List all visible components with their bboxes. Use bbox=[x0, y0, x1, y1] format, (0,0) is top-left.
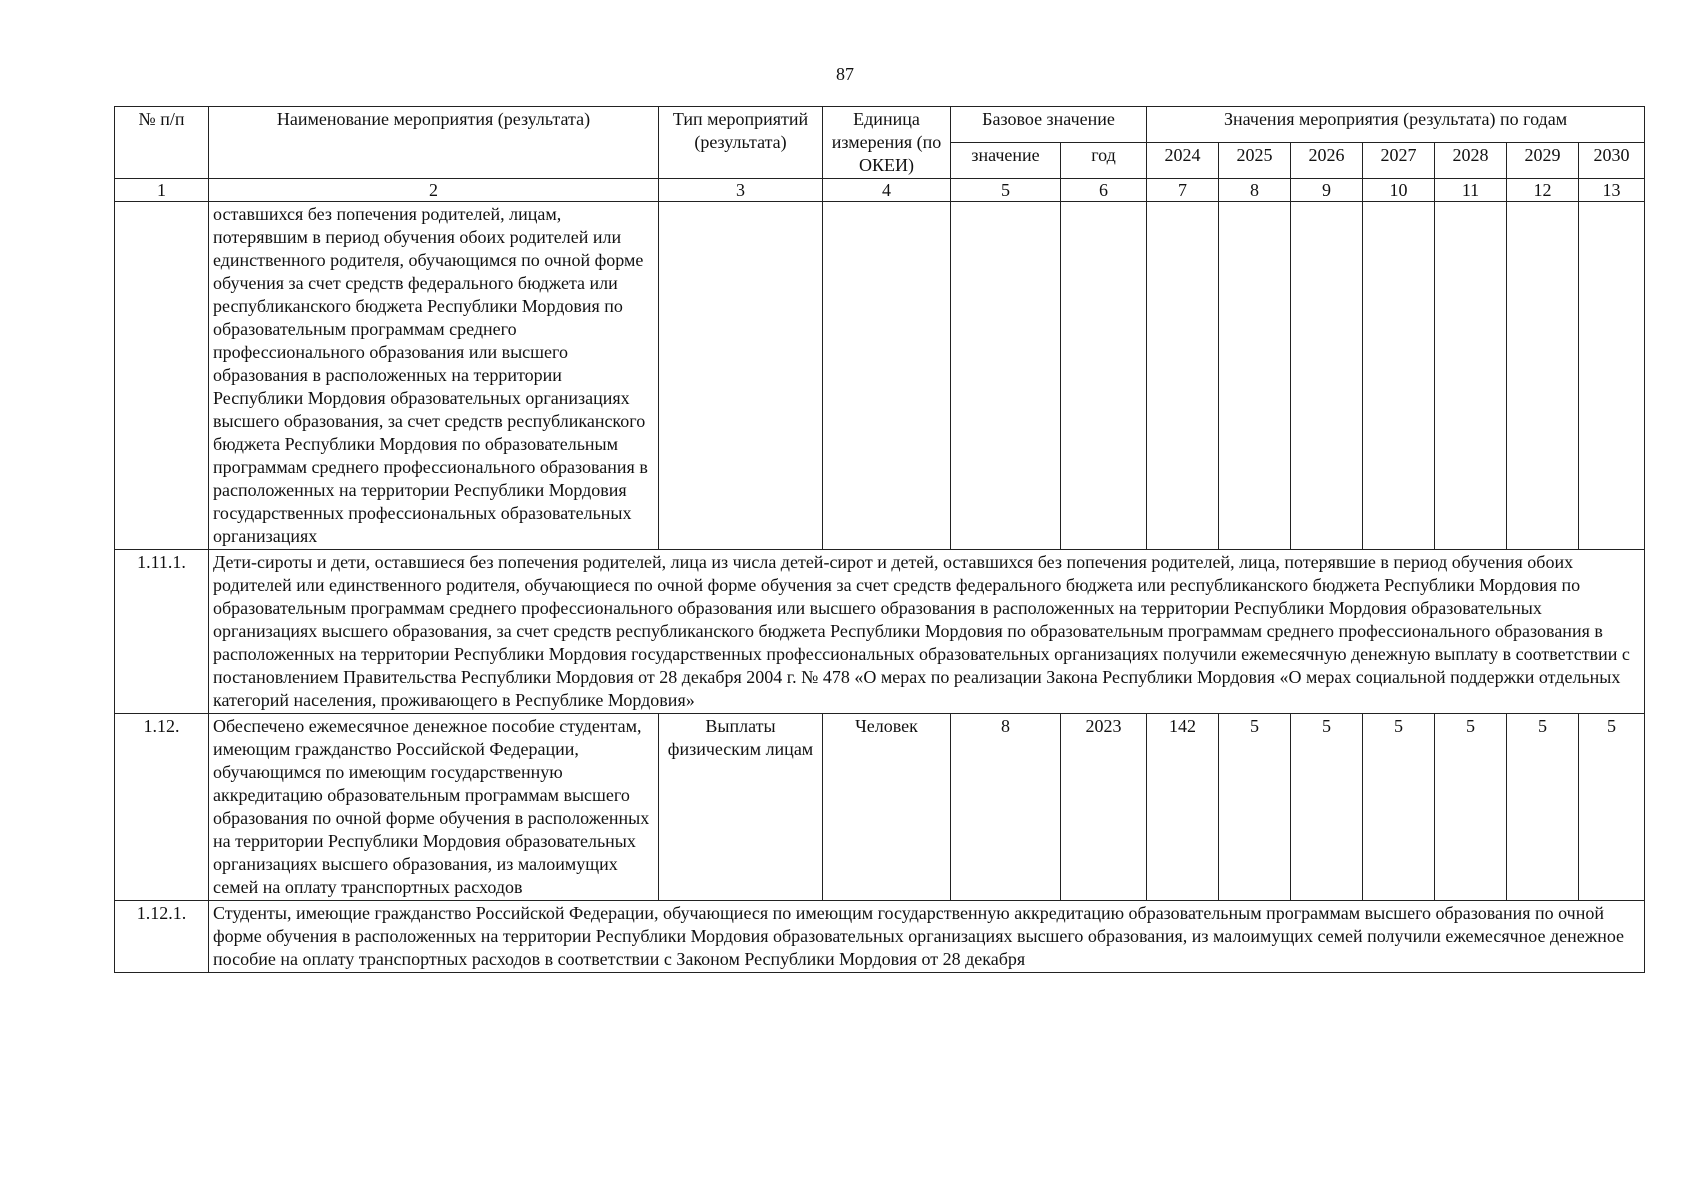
empty-cell bbox=[659, 202, 823, 550]
column-number: 4 bbox=[823, 179, 951, 202]
column-number: 9 bbox=[1291, 179, 1363, 202]
results-table bbox=[114, 106, 1645, 973]
column-number: 7 bbox=[1147, 179, 1219, 202]
empty-cell bbox=[1579, 202, 1645, 550]
row-description-cell: Студенты, имеющие гражданство Российской Федерации, обучающиеся по имеющим государственную аккредитацию образовательным программам высшего образования по очной форме обучения в расположенных на территории Республики Мордовия образовательных организациях высшего образования, из малоимущих семей получили ежемесячное денежное пособие на оплату транспортных расходов в соответствии с Законом Республики Мордовия от 28 декабря bbox=[209, 901, 1645, 973]
header-years: Значения мероприятия (результата) по годам bbox=[1147, 107, 1645, 143]
page-number: 87 bbox=[836, 64, 854, 84]
empty-cell bbox=[1291, 202, 1363, 550]
row-type-cell: Выплаты физическим лицам bbox=[659, 714, 823, 901]
header-year-2027: 2027 bbox=[1363, 143, 1435, 179]
row-value-2024: 142 bbox=[1147, 714, 1219, 901]
header-unit: Единица измерения (по ОКЕИ) bbox=[823, 107, 951, 179]
header-name: Наименование мероприятия (результата) bbox=[209, 107, 659, 179]
column-number: 8 bbox=[1219, 179, 1291, 202]
row-value-2026: 5 bbox=[1291, 714, 1363, 901]
empty-cell bbox=[951, 202, 1061, 550]
row-name-cell: оставшихся без попечения родителей, лицам, потерявшим в период обучения обоих родителей или единственного родителя, обучающимся по очной форме обучения за счет средств федерального бюджета или республиканского бюджета Республики Мордовия по образовательным программам среднего профессионального образования или высшего образования в расположенных на территории Республики Мордовия образовательных организациях высшего образования, за счет средств республиканского бюджета Республики Мордовия по образовательным программам среднего профессионального образования в расположенных на территории Республики Мордовия государственных профессиональных образовательных организациях bbox=[209, 202, 659, 550]
empty-cell bbox=[1219, 202, 1291, 550]
row-num-cell: 1.12.1. bbox=[115, 901, 209, 973]
empty-cell bbox=[1147, 202, 1219, 550]
header-base-year: год bbox=[1061, 143, 1147, 179]
header-year-2024: 2024 bbox=[1147, 143, 1219, 179]
header-year-2029: 2029 bbox=[1507, 143, 1579, 179]
empty-cell bbox=[1507, 202, 1579, 550]
row-num-cell: 1.12. bbox=[115, 714, 209, 901]
empty-cell bbox=[823, 202, 951, 550]
column-number: 13 bbox=[1579, 179, 1645, 202]
row-value-2027: 5 bbox=[1363, 714, 1435, 901]
column-number: 5 bbox=[951, 179, 1061, 202]
row-num-cell: 1.11.1. bbox=[115, 550, 209, 714]
column-number: 2 bbox=[209, 179, 659, 202]
column-number: 3 bbox=[659, 179, 823, 202]
row-description-cell: Дети-сироты и дети, оставшиеся без попечения родителей, лица из числа детей-сирот и детей, оставшихся без попечения родителей, лица, потерявшие в период обучения обоих родителей или единственного родителя, обучающиеся по очной форме обучения за счет средств федерального бюджета или республиканского бюджета Республики Мордовия по образовательным программам среднего профессионального образования или высшего образования в расположенных на территории Республики Мордовия образовательных организациях высшего образования, за счет средств республиканского бюджета Республики Мордовия по образовательным программам среднего профессионального образования в расположенных на территории Республики Мордовия государственных профессиональных образовательных организациях получили ежемесячную денежную выплату в соответствии с постановлением Правительства Республики Мордовия от 28 декабря 2004 г. № 478 «О мерах по реализации Закона Республики Мордовия «О мерах социальной поддержки отдельных категорий населения, проживающего в Республике Мордовия» bbox=[209, 550, 1645, 714]
table-row-1-12-1 bbox=[115, 901, 1645, 973]
column-number: 1 bbox=[115, 179, 209, 202]
header-year-2025: 2025 bbox=[1219, 143, 1291, 179]
header-year-2026: 2026 bbox=[1291, 143, 1363, 179]
row-value-2028: 5 bbox=[1435, 714, 1507, 901]
empty-cell bbox=[1363, 202, 1435, 550]
header-base: Базовое значение bbox=[951, 107, 1147, 143]
row-base-year-cell: 2023 bbox=[1061, 714, 1147, 901]
table-row-1-12 bbox=[115, 714, 1645, 901]
table-row-continuation bbox=[115, 202, 1645, 550]
column-number: 11 bbox=[1435, 179, 1507, 202]
empty-cell bbox=[1061, 202, 1147, 550]
row-num-cell bbox=[115, 202, 209, 550]
column-number: 10 bbox=[1363, 179, 1435, 202]
header-year-2030: 2030 bbox=[1579, 143, 1645, 179]
table-row-1-11-1 bbox=[115, 550, 1645, 714]
column-number: 6 bbox=[1061, 179, 1147, 202]
row-value-2030: 5 bbox=[1579, 714, 1645, 901]
header-type: Тип мероприятий (результата) bbox=[659, 107, 823, 179]
row-value-2029: 5 bbox=[1507, 714, 1579, 901]
header-row-1 bbox=[115, 107, 1645, 143]
empty-cell bbox=[1435, 202, 1507, 550]
header-year-2028: 2028 bbox=[1435, 143, 1507, 179]
row-unit-cell: Человек bbox=[823, 714, 951, 901]
header-base-value: значение bbox=[951, 143, 1061, 179]
column-numbers-row bbox=[115, 179, 1645, 202]
row-base-value-cell: 8 bbox=[951, 714, 1061, 901]
row-name-cell: Обеспечено ежемесячное денежное пособие студентам, имеющим гражданство Российской Федерации, обучающимся по имеющим государственную аккредитацию образовательным программам высшего образования по очной форме обучения в расположенных на территории Республики Мордовия образовательных организациях высшего образования, из малоимущих семей на оплату транспортных расходов bbox=[209, 714, 659, 901]
row-value-2025: 5 bbox=[1219, 714, 1291, 901]
header-num: № п/п bbox=[115, 107, 209, 179]
column-number: 12 bbox=[1507, 179, 1579, 202]
